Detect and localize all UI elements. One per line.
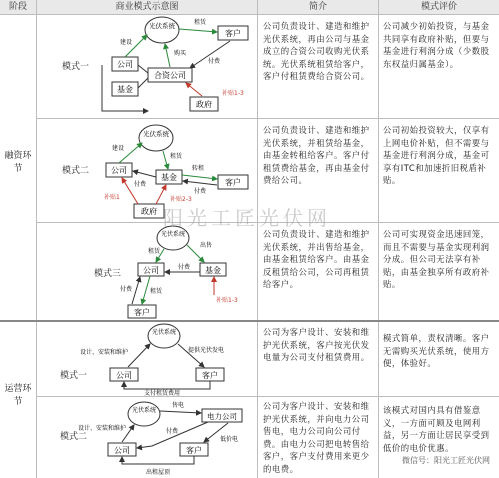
label-subsidy: 补贴1-3	[222, 90, 244, 97]
arrow-pay-customer	[132, 277, 140, 304]
col-divider	[378, 0, 379, 478]
label-subsidy1: 补贴1	[104, 194, 120, 201]
label-cheap: 低价电	[220, 436, 239, 443]
watermark-wechat: 微信号：阳光工匠光伏网	[402, 456, 490, 465]
mode-label: 模式二	[60, 432, 88, 442]
customer-label: 客户	[186, 446, 202, 455]
col-divider	[257, 0, 258, 478]
arrow-pay-company	[133, 171, 156, 177]
label-pay: 付费	[178, 264, 191, 271]
label-sell: 出售	[200, 242, 213, 249]
eval-text: 模式简单，责权清晰。客户无需购买光伏系统，使用方便，体验好。	[383, 333, 490, 369]
arrow-rent-customer	[142, 276, 150, 304]
header-diagram: 商业模式示意图	[37, 0, 257, 14]
arrow-rent	[163, 151, 168, 169]
eval-text: 公司可实现资金迅速回笼，而且不需要与基金实现利润分成。但公司无法享有补贴，由基金独享所有政府补贴。	[383, 229, 490, 290]
label-pay-fund: 付费	[194, 188, 207, 195]
pv-system-node	[128, 402, 160, 426]
intro-text: 公司负责设计、建造和维护光伏系统，并租赁给基金，由基金转租给客户。客户付租赁费给基金，再由基金付费给公司。	[263, 125, 370, 186]
arrow-rent	[179, 29, 217, 32]
fund-label: 基金	[117, 85, 133, 94]
diagram-operation-mode1	[80, 322, 256, 397]
government-label: 政府	[196, 100, 212, 109]
eval-text: 公司减少初始投资，与基金共同享有政府补贴，但要与基金进行利润分成（少数股东权益归属基金）。	[383, 21, 490, 69]
label-pay: 付费	[166, 428, 179, 435]
label-supply: 提供光伏发电	[188, 347, 225, 354]
label-fee: 支付租赁费用	[144, 390, 181, 397]
label-rent: 租赁	[170, 153, 183, 160]
label-buy: 购买	[174, 50, 187, 57]
label-pay: 付费	[134, 181, 147, 188]
diagram-financing-mode3	[120, 223, 256, 320]
mode-label: 模式三	[94, 269, 122, 279]
customer-label: 客户	[134, 308, 150, 317]
pv-system-label: 光伏系统	[151, 329, 177, 336]
arrow-sell	[160, 411, 201, 413]
fund-label: 基金	[205, 266, 221, 275]
pv-system-node	[145, 17, 179, 43]
company-label: 公司	[143, 266, 159, 275]
label-rent: 租赁	[194, 19, 207, 26]
mode-label: 模式一	[62, 62, 90, 72]
label-rent-roof: 出租屋顶	[146, 469, 171, 476]
eval-text: 该模式对国内具有借鉴意义，一方面可顾及电网利益，另一方面让居民享受到低价的电价优惠。	[383, 405, 490, 453]
arrow-fee	[124, 381, 210, 389]
pv-system-node	[148, 324, 180, 348]
arrow-subsidy	[186, 83, 202, 96]
col-divider	[36, 0, 37, 478]
eval-text: 公司初始投资较大，仅享有上网电价补贴，但不需要与基金进行利润分成，基金可享有ITC和加速折旧税盾补贴。	[383, 125, 490, 186]
label-rent-customer: 租赁	[150, 288, 163, 295]
mode-label: 模式一	[60, 371, 88, 381]
grid-company-label: 电力公司	[207, 412, 237, 421]
header-stage: 阶段	[0, 0, 36, 14]
label-subsidy23: 补贴2-3	[170, 196, 192, 203]
arrow-rent-roof	[122, 456, 194, 464]
fund-label: 基金	[161, 173, 177, 182]
label-design: 设计、安装和维护	[78, 425, 127, 432]
pv-system-label: 光伏系统	[160, 231, 186, 238]
diagram-operation-mode2	[78, 397, 256, 478]
intro-text: 公司为客户设计、安装和维护光伏系统，并向电力公司售电，电力公司向公司付费。由电力公司把电转售给客户，客户支付费用来更少的电费。	[263, 401, 370, 474]
label-sublease: 转租	[192, 165, 205, 172]
customer-label: 客户	[202, 371, 218, 380]
header-intro: 简介	[258, 0, 378, 14]
government-label: 政府	[141, 207, 157, 216]
link-company-joint	[138, 65, 148, 73]
arrow-buy	[165, 44, 170, 67]
label-subsidy: 补贴1-3	[216, 297, 238, 304]
pv-system-node	[139, 125, 173, 151]
label-pay-customer: 付费	[120, 286, 133, 293]
link-fund-joint	[138, 78, 148, 88]
pv-system-label: 光伏系统	[149, 22, 175, 30]
arrow-sublease	[182, 175, 217, 179]
label-rent: 租赁	[148, 248, 161, 255]
customer-label: 客户	[225, 29, 241, 38]
stage-operation: 运营环节	[4, 384, 32, 407]
mode-label: 模式二	[62, 166, 90, 176]
label-pay: 付费	[208, 58, 221, 65]
company-label: 公司	[114, 446, 130, 455]
label-build: 建设	[112, 145, 125, 152]
company-label: 公司	[116, 371, 132, 380]
pv-system-label: 光伏系统	[131, 407, 157, 414]
company-label: 公司	[117, 60, 133, 69]
intro-text: 公司负责设计、建造和维护光伏系统，再由公司与基金成立的合资公司收购光伏系统。光伏系统租赁给客户，客户付租赁费给合资公司。	[263, 21, 370, 82]
label-sell: 售电	[172, 402, 185, 409]
pv-system-label: 光伏系统	[143, 130, 169, 138]
joint-company-label: 合资公司	[154, 71, 186, 80]
diagram-financing-mode1	[90, 15, 256, 118]
company-label: 公司	[111, 166, 127, 175]
intro-text: 公司为客户设计、安装和维护光伏系统，客户按光伏发电量为公司支付租赁费用。	[263, 327, 370, 363]
customer-label: 客户	[225, 178, 241, 187]
arrow-pay-fund	[183, 181, 217, 185]
header-eval: 模式评价	[379, 0, 499, 14]
stage-financing: 融资环节	[4, 151, 32, 174]
intro-text: 公司负责设计、建造和维护光伏系统，并出售给基金，由基金租赁给客户。由基金反租赁给公司，公司再租赁给客户。	[263, 229, 370, 290]
label-design: 设计、安装和维护	[80, 349, 129, 356]
watermark: 阳光工匠光伏网	[163, 206, 331, 230]
arrow-design	[128, 344, 150, 367]
label-build: 建设	[120, 39, 133, 46]
